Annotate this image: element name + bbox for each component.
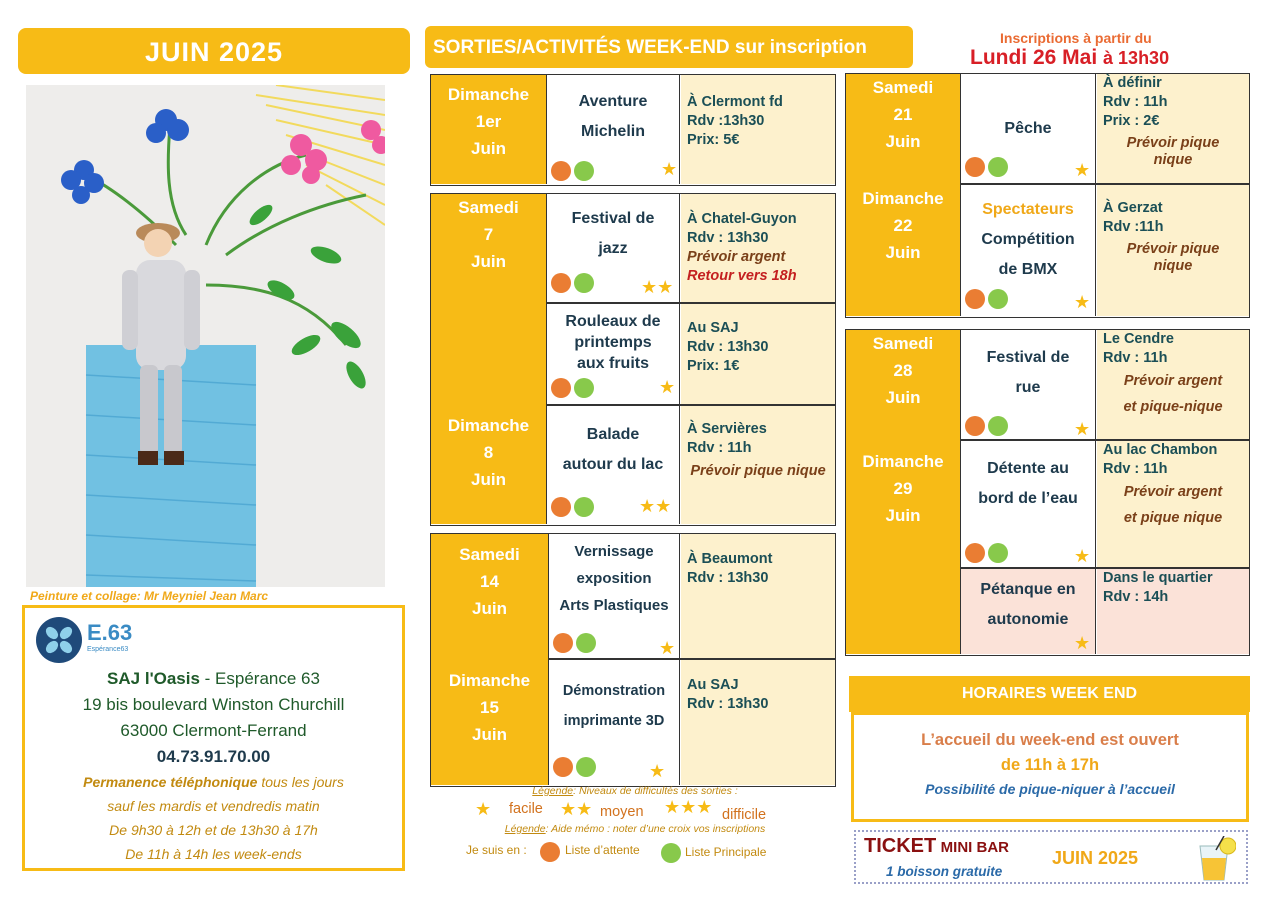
info-line: Le Cendre [1103,331,1174,347]
activity-name-line: rue [1015,378,1041,396]
day-block-june-14 [431,541,548,622]
painting-image [26,85,385,587]
main-list-checkbox[interactable] [988,157,1008,177]
activity-info [681,406,835,524]
main-list-checkbox[interactable] [574,378,594,398]
activity-name-line: Détente au [987,460,1069,477]
main-list-checkbox[interactable] [576,633,596,653]
main-list-checkbox[interactable] [988,289,1008,309]
legend-memo-title [440,823,830,835]
legend [440,785,830,867]
main-list-checkbox[interactable] [574,273,594,293]
info-line: Prix: 1€ [687,358,740,374]
activity-name-line: Aventure [578,92,648,110]
ticket-mini-bar [854,830,1248,884]
legend-waiting-list: Liste d’attente [565,843,640,857]
logo-subtext: Espérance63 [87,646,129,653]
difficulty-stars: ★ [1074,546,1091,566]
main-list-checkbox[interactable] [576,757,596,777]
activity-table-june-7-8 [430,193,836,526]
waiting-list-checkbox[interactable] [551,273,571,293]
activity-name-line: Festival de [986,348,1070,366]
day-name: Dimanche [447,416,530,435]
day-cell-june-7-8 [431,194,546,524]
main-list-checkbox[interactable] [988,543,1008,563]
legend-list-status [440,841,830,867]
drink-glass-icon [1196,836,1236,882]
activity-info [1097,441,1249,567]
permanence-line [25,770,402,794]
saj-name-rest: - Espérance 63 [199,669,320,688]
activity-name-line: Michelin [580,122,645,140]
day-block-june-21 [846,74,960,155]
inscription-time: à 13h30 [1103,48,1170,68]
activity-name-line: bord de l’eau [978,490,1078,507]
info-line: Prix : 2€ [1103,113,1160,129]
activity-name-line: autonomie [987,610,1069,628]
activity-info [1097,74,1249,183]
info-line: Au lac Chambon [1103,442,1218,458]
permanence-bold: Permanence téléphonique [83,774,258,790]
activity-spectators-label: Spectateurs [982,200,1074,218]
ticket-title-small: MINI BAR [940,839,1009,856]
day-block-june-22 [846,185,960,266]
difficulty-stars: ★ [649,761,666,781]
horaires-title: HORAIRES WEEK END [849,676,1250,712]
day-month: Juin [471,252,506,271]
difficulty-stars: ★★ [639,496,672,516]
ticket-month: JUIN 2025 [1052,848,1139,868]
day-number: 14 [480,572,499,591]
legend-difficulty-levels [440,797,830,823]
activity-name-line: Festival de [571,210,655,227]
logo-text: E.63 [87,620,133,645]
day-name: Dimanche [447,85,530,104]
day-cell-june-21-22 [846,74,960,316]
day-name: Samedi [458,198,519,217]
ticket-subtitle: 1 boisson gratuite [886,864,1003,879]
horaires-line2: de 11h à 17h [1000,756,1100,774]
info-warning: Prévoir pique nique [1126,135,1220,168]
inscription-date [970,46,1169,70]
horaires-line3: Possibilité de pique-niquer à l’accueil [925,781,1175,797]
activity-name-line: printemps [574,333,652,351]
section-title: SORTIES/ACTIVITÉS WEEK-END sur inscription [425,26,913,68]
main-list-checkbox[interactable] [574,497,594,517]
info-line: Rdv : 13h30 [687,696,769,712]
activity-info [1097,185,1249,316]
activity-name-line: Pétanque en [980,580,1076,598]
waiting-list-checkbox[interactable] [551,378,571,398]
legend-easy: facile [509,801,543,817]
saj-name-bold: SAJ l'Oasis [107,669,200,688]
activity-table-june-28-29 [845,329,1250,656]
difficulty-stars: ★ [661,159,678,179]
permanence-exception: sauf les mardis et vendredis matin [107,798,320,814]
day-block-june-7 [431,194,546,275]
waiting-list-checkbox[interactable] [965,157,985,177]
activity-info [1097,330,1249,439]
legend-main-list: Liste Principale [685,845,767,859]
city-address: 63000 Clermont-Ferrand [120,721,307,740]
day-name: Samedi [872,78,934,97]
activity-name-line: Compétition [981,230,1075,248]
day-number: 22 [893,216,913,235]
activity-name-line: Balade [586,426,640,443]
waiting-list-checkbox[interactable] [965,289,985,309]
ticket-title [864,835,1009,858]
day-block-june-28 [846,330,960,411]
activity-name-line: autour du lac [562,456,664,473]
horaires-box [851,712,1249,822]
activity-table-june-14-15 [430,533,836,787]
info-line: À définir [1103,75,1162,91]
day-month: Juin [472,599,507,618]
info-line: Rdv : 11h [1103,350,1168,366]
info-line: Rdv : 13h30 [687,339,769,355]
painting-caption: Peinture et collage: Mr Meyniel Jean Marc [30,589,269,603]
info-line: Au SAJ [687,677,739,693]
info-line: Rdv : 11h [687,440,752,456]
info-line: Rdv : 11h [1103,94,1168,110]
day-cell-june-14-15 [431,534,548,785]
day-number: 29 [893,479,913,498]
medium-stars-icon: ★★ [560,799,593,819]
info-line: Prix: 5€ [687,132,740,148]
difficulty-stars: ★★ [641,277,674,297]
legend-medium: moyen [600,804,644,820]
info-warning: Prévoir argent [1123,373,1223,389]
day-block-june-29 [846,448,960,529]
activity-name-line: Rouleaux de [565,312,661,330]
legend-difficulty-title [440,785,830,797]
street-address: 19 bis boulevard Winston Churchill [82,695,345,714]
info-line: Dans le quartier [1103,570,1213,586]
info-line: À Clermont fd [687,94,783,110]
day-number: 8 [483,443,494,462]
waiting-list-checkbox[interactable] [965,416,985,436]
waiting-list-dot [540,842,560,862]
day-name: Samedi [459,545,520,564]
hours-week: De 9h30 à 12h et de 13h30 à 17h [109,822,318,838]
activity-info [681,534,835,658]
day-block-june-8 [431,412,546,493]
waiting-list-checkbox[interactable] [553,633,573,653]
difficulty-stars: ★ [659,377,676,397]
info-warning: Prévoir pique nique [690,463,826,479]
activity-table-june-21-22 [845,73,1250,318]
contact-box [22,605,405,871]
activity-info [681,194,835,302]
activity-name-line: imprimante 3D [563,712,665,729]
day-number: 21 [893,105,913,124]
activity-name-line: Pêche [1004,119,1052,137]
legend-hard: difficile [722,807,767,823]
day-block-june-15 [431,667,548,748]
legend-text: : Niveaux de difficultés des sorties : [573,785,738,797]
activity-name-line: exposition [576,569,652,587]
info-line: Rdv :13h30 [687,113,765,129]
info-line: Au SAJ [687,320,739,336]
activity-info [681,75,835,184]
activity-info [681,660,835,785]
activity-name-line: Démonstration [562,682,666,699]
day-name: Samedi [872,334,934,353]
day-cell-june-1 [431,75,546,184]
ticket-title-big: TICKET [864,835,937,857]
info-line: Rdv : 13h30 [687,230,769,246]
phone-number[interactable]: 04.73.91.70.00 [156,747,271,766]
hard-stars-icon: ★★★ [664,797,713,817]
flower-logo-icon [35,616,83,664]
day-name: Dimanche [862,189,944,208]
month-title: JUIN 2025 [18,28,410,74]
info-line: Rdv : 13h30 [687,570,769,586]
inscription-intro: Inscriptions à partir du [1000,30,1152,46]
main-list-checkbox[interactable] [988,416,1008,436]
info-line: Rdv : 11h [1103,461,1168,477]
day-month: Juin [471,139,506,158]
main-list-checkbox[interactable] [574,161,594,181]
info-warning: Prévoir argent [687,249,786,265]
activity-info [681,304,835,404]
waiting-list-checkbox[interactable] [551,161,571,181]
day-number: 28 [893,361,913,380]
difficulty-stars: ★ [1074,160,1091,180]
difficulty-stars: ★ [1074,292,1091,312]
day-month: Juin [885,506,921,525]
waiting-list-checkbox[interactable] [553,757,573,777]
info-line: À Beaumont [687,551,773,567]
day-name: Dimanche [448,671,531,690]
info-warning: Prévoir pique nique [1126,241,1220,274]
saj-name [25,666,402,692]
day-name: Dimanche [862,452,944,471]
info-line: À Chatel-Guyon [687,211,797,227]
e63-logo [35,616,155,664]
legend-text: : Aide mémo : noter d’une croix vos inscriptions [545,823,766,835]
info-warning: et pique nique [1123,510,1223,526]
waiting-list-checkbox[interactable] [965,543,985,563]
inscription-day: Lundi 26 Mai [970,46,1098,69]
hours-weekend: De 11h à 14h les week-ends [125,846,302,862]
activity-info [1097,569,1249,654]
horaires-line1: L’accueil du week-end est ouvert [921,731,1179,749]
day-number: 7 [483,225,494,244]
day-month: Juin [472,725,507,744]
permanence-rest: tous les jours [257,774,344,790]
info-warning: Prévoir argent [1123,484,1223,500]
activity-name-line: Arts Plastiques [559,596,669,614]
info-line: Rdv : 14h [1103,589,1169,605]
activity-name-line: aux fruits [576,354,649,372]
difficulty-stars: ★ [1074,633,1091,653]
activity-name-line: jazz [598,240,628,257]
main-list-dot [661,843,681,863]
activity-name-line: Vernissage [574,542,654,560]
day-month: Juin [471,470,506,489]
info-return-time: Retour vers 18h [687,268,797,284]
legend-label: Légende [532,785,574,797]
day-month: Juin [885,388,921,407]
difficulty-stars: ★ [1074,419,1091,439]
day-month: Juin [885,132,921,151]
activity-table-june-1 [430,74,836,186]
info-line: À Servières [687,421,767,437]
day-number: 15 [480,698,499,717]
day-month: Juin [885,243,921,262]
legend-je-suis: Je suis en : [466,843,527,857]
day-cell-june-28-29 [846,330,960,654]
info-line: Rdv :11h [1103,219,1164,235]
day-number: 1er [475,112,502,131]
waiting-list-checkbox[interactable] [551,497,571,517]
difficulty-stars: ★ [659,638,676,658]
legend-label: Légende [504,823,546,835]
info-warning: et pique-nique [1123,399,1223,415]
activity-name-line: de BMX [998,260,1058,278]
easy-star-icon: ★ [475,799,492,819]
info-line: À Gerzat [1103,200,1163,216]
